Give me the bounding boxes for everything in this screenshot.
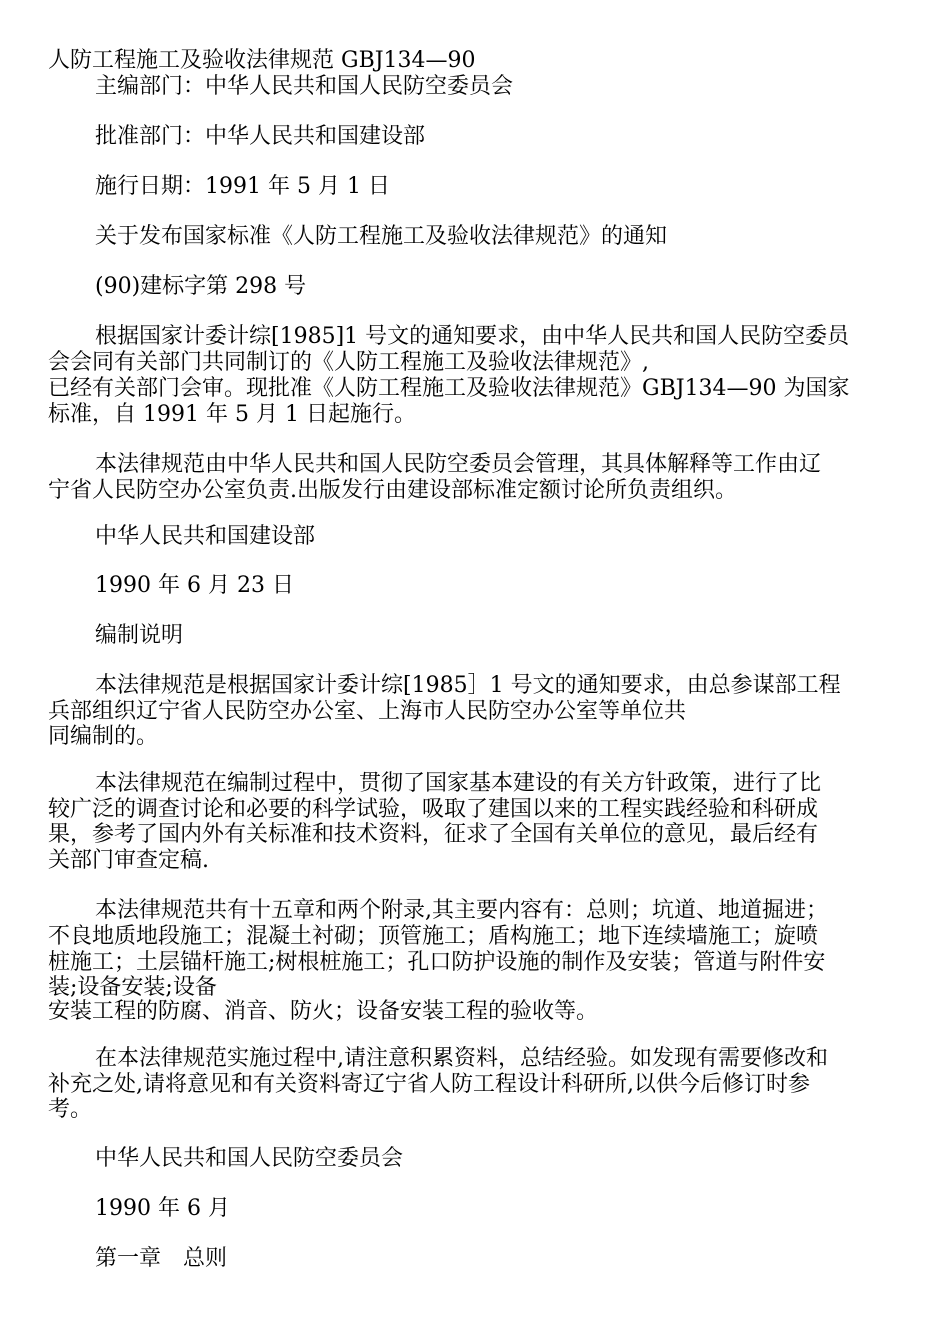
paragraph-1-line: 会会同有关部门共同制订的《人防工程施工及验收法律规范》, [48, 350, 649, 375]
paragraph-6-line: 在本法律规范实施过程中,请注意积累资料，总结经验。如发现有需要修改和 [95, 1046, 828, 1071]
chapter-title: 第一章 总则 [95, 1246, 228, 1271]
effective-date-line: 施行日期：1991 年 5 月 1 日 [95, 174, 390, 199]
paragraph-4-line: 果，参考了国内外有关标准和技术资料，征求了全国有关单位的意见，最后经有 [48, 822, 819, 847]
paragraph-3-line: 同编制的。 [48, 724, 159, 749]
paragraph-4-line: 关部门审查定稿. [48, 848, 209, 873]
notice-number: (90)建标字第 298 号 [95, 274, 307, 299]
paragraph-1-line: 根据国家计委计综[1985]1 号文的通知要求，由中华人民共和国人民防空委员 [95, 324, 850, 349]
sign-date-line: 1990 年 6 月 [95, 1196, 230, 1221]
approver-line: 批准部门：中华人民共和国建设部 [95, 124, 426, 149]
issue-date-line: 1990 年 6 月 23 日 [95, 573, 294, 598]
paragraph-2-line: 宁省人民防空办公室负责.出版发行由建设部标准定额讨论所负责组织。 [48, 478, 737, 503]
signer-line: 中华人民共和国人民防空委员会 [95, 1146, 404, 1171]
paragraph-1-line: 已经有关部门会审。现批准《人防工程施工及验收法律规范》GBJ134—90 为国家 [48, 376, 850, 401]
paragraph-6-line: 考。 [48, 1097, 93, 1122]
document-title: 人防工程施工及验收法律规范 GBJ134—90 [48, 48, 476, 73]
paragraph-5-line: 装;设备安装;设备 [48, 975, 217, 1000]
issuer-line: 中华人民共和国建设部 [95, 524, 316, 549]
paragraph-2-line: 本法律规范由中华人民共和国人民防空委员会管理，其具体解释等工作由辽 [95, 452, 822, 477]
paragraph-5-line: 安装工程的防腐、消音、防火；设备安装工程的验收等。 [48, 999, 599, 1024]
paragraph-4-line: 较广泛的调查讨论和必要的科学试验，吸取了建国以来的工程实践经验和科研成 [48, 797, 819, 822]
paragraph-5-line: 不良地质地段施工；混凝土衬砌；顶管施工；盾构施工；地下连续墙施工；旋喷 [48, 924, 819, 949]
paragraph-5-line: 桩施工；土层锚杆施工;树根桩施工；孔口防护设施的制作及安装；管道与附件安 [48, 950, 826, 975]
paragraph-3-line: 本法律规范是根据国家计委计综[1985］1 号文的通知要求，由总参谋部工程 [95, 673, 841, 698]
paragraph-4-line: 本法律规范在编制过程中，贯彻了国家基本建设的有关方针政策，进行了比 [95, 771, 822, 796]
paragraph-1-line: 标准，自 1991 年 5 月 1 日起施行。 [48, 402, 416, 427]
editor-line: 主编部门：中华人民共和国人民防空委员会 [95, 74, 514, 99]
paragraph-6-line: 补充之处,请将意见和有关资料寄辽宁省人防工程设计科研所,以供今后修订时参 [48, 1072, 810, 1097]
paragraph-5-line: 本法律规范共有十五章和两个附录,其主要内容有：总则；坑道、地道掘进； [95, 898, 828, 923]
notice-title: 关于发布国家标准《人防工程施工及验收法律规范》的通知 [95, 224, 668, 249]
paragraph-3-line: 兵部组织辽宁省人民防空办公室、上海市人民防空办公室等单位共 [48, 699, 687, 724]
preface-title: 编制说明 [95, 623, 184, 648]
